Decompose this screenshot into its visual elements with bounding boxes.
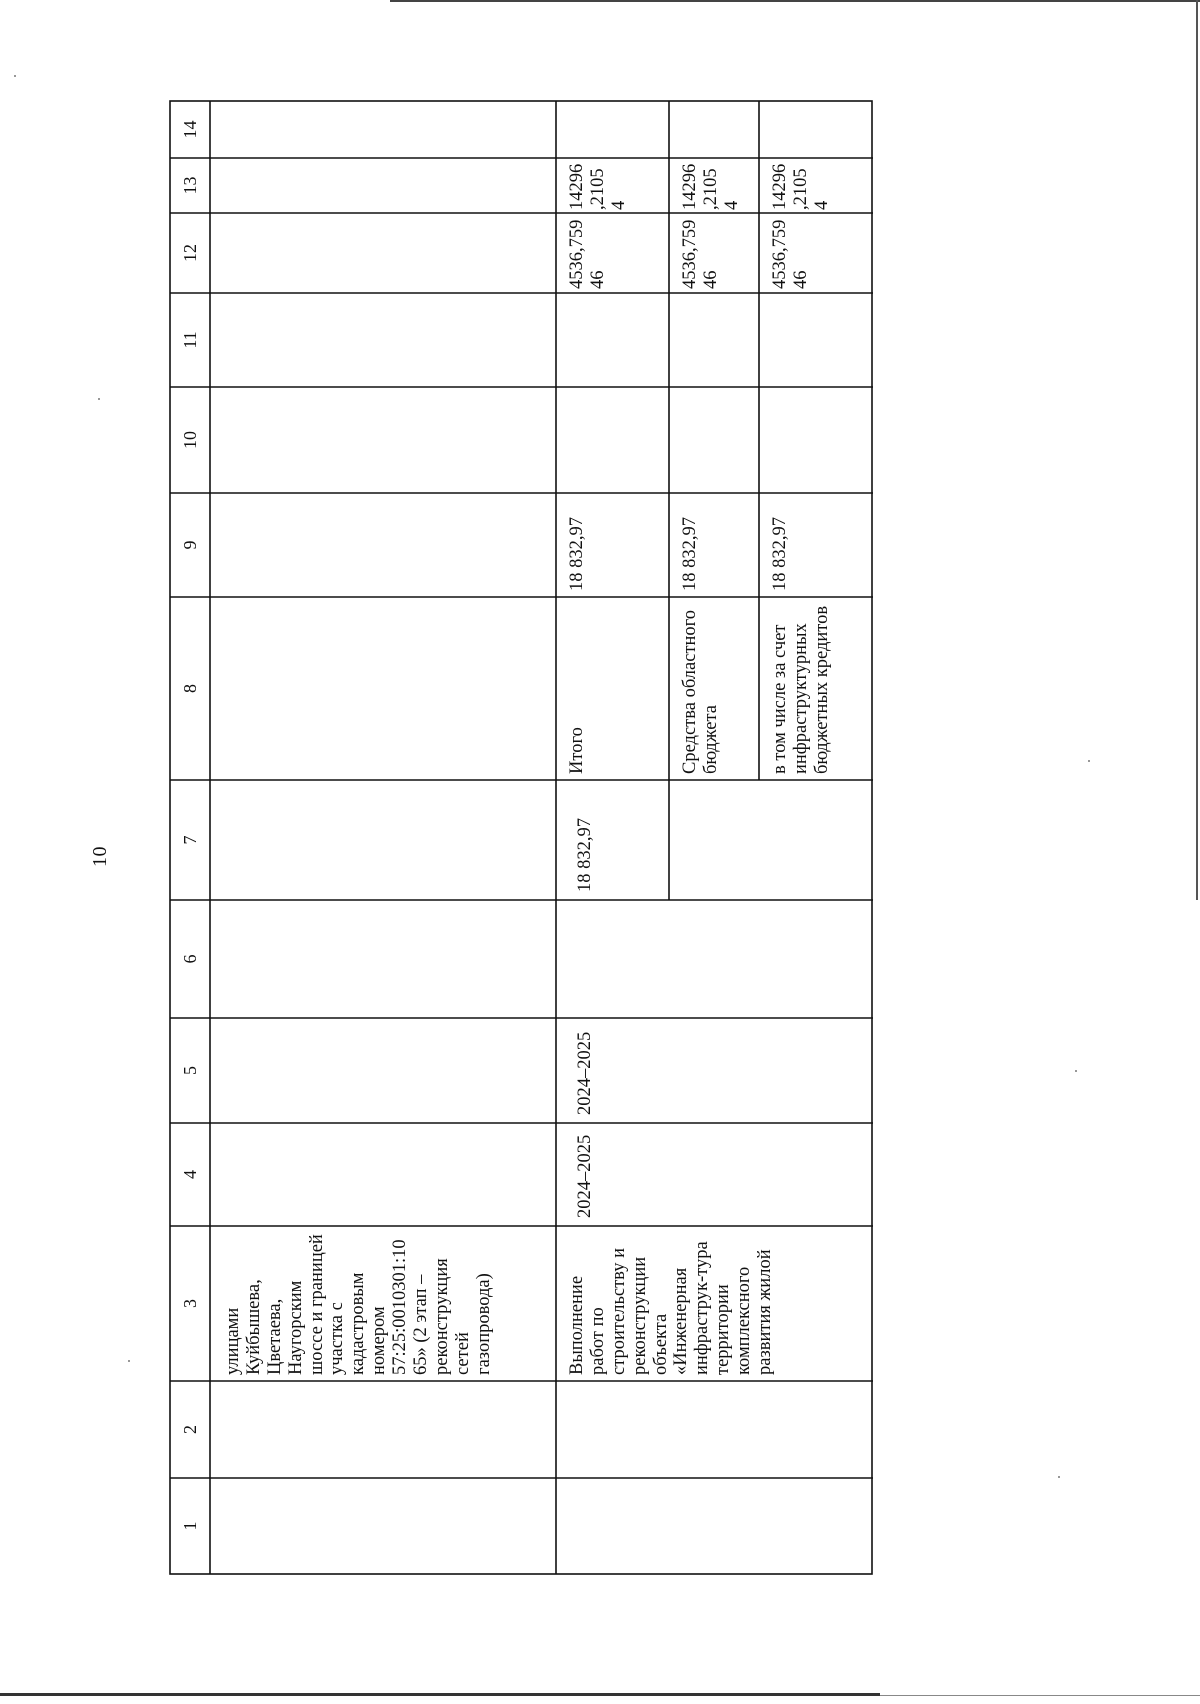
funding-row-2-source: Средства областного бюджета bbox=[680, 609, 721, 774]
funding-row-3-col12: 4536,75946 bbox=[770, 219, 811, 289]
header-col-10: 10 bbox=[179, 431, 200, 449]
funding-row-1-amount: 18 832,97 bbox=[567, 517, 587, 591]
header-col-14: 14 bbox=[179, 120, 200, 139]
header-col-2: 2 bbox=[179, 1425, 200, 1434]
funding-row-3-amount: 18 832,97 bbox=[770, 517, 790, 591]
project-period-start: 2024–2025 bbox=[575, 1134, 595, 1218]
header-col-12: 12 bbox=[179, 244, 200, 262]
scan-edge-bottom-tail bbox=[880, 1695, 1200, 1696]
project-period-end: 2024–2025 bbox=[575, 1031, 595, 1115]
funding-row-2-col12: 4536,75946 bbox=[680, 219, 721, 289]
header-col-6: 6 bbox=[179, 954, 200, 964]
scan-speck bbox=[128, 1360, 130, 1362]
header-col-9: 9 bbox=[179, 540, 200, 550]
header-col-7: 7 bbox=[179, 835, 200, 845]
project-description: Выполнение работ по строительству и реконструкции объекта «Инженерная инфраструк-тура территории комплексного развития жилой bbox=[567, 1241, 776, 1375]
rotated-text-layer bbox=[169, 100, 873, 1575]
page-number: 10 bbox=[89, 846, 111, 867]
header-col-1: 1 bbox=[179, 1521, 200, 1531]
continuation-text: улицами Куйбышева, Цветаева, Наугорским шоссе и границей участка с кадастровым номером 57:25:0010301:1065» (2 этап – реконструкция сетей газопровода) bbox=[223, 1234, 494, 1375]
header-col-5: 5 bbox=[179, 1066, 200, 1075]
funding-row-1-col12: 4536,75946 bbox=[567, 219, 608, 289]
header-col-3: 3 bbox=[179, 1299, 200, 1308]
funding-row-3-col13: 14296,21054 bbox=[770, 163, 832, 210]
header-col-13: 13 bbox=[179, 176, 200, 195]
header-col-11: 11 bbox=[179, 331, 200, 349]
funding-row-1-col13: 14296,21054 bbox=[567, 163, 629, 210]
scan-edge-top bbox=[390, 0, 1200, 2]
funding-row-2-amount: 18 832,97 bbox=[680, 517, 700, 591]
scan-speck bbox=[1075, 1070, 1077, 1072]
header-col-8: 8 bbox=[179, 684, 200, 693]
header-col-4: 4 bbox=[179, 1170, 200, 1179]
scan-edge-right bbox=[1196, 0, 1198, 900]
scan-edge-bottom bbox=[0, 1693, 880, 1696]
project-total-cost: 18 832,97 bbox=[575, 818, 595, 892]
scan-speck bbox=[98, 398, 100, 400]
scan-speck bbox=[1088, 760, 1090, 762]
scan-speck bbox=[1058, 1476, 1060, 1478]
funding-row-1-source: Итого bbox=[567, 727, 587, 774]
funding-row-2-col13: 14296,21054 bbox=[680, 163, 742, 210]
scan-speck bbox=[14, 75, 16, 77]
funding-row-3-source: в том числе за счет инфраструктурных бюджетных кредитов bbox=[770, 605, 832, 774]
